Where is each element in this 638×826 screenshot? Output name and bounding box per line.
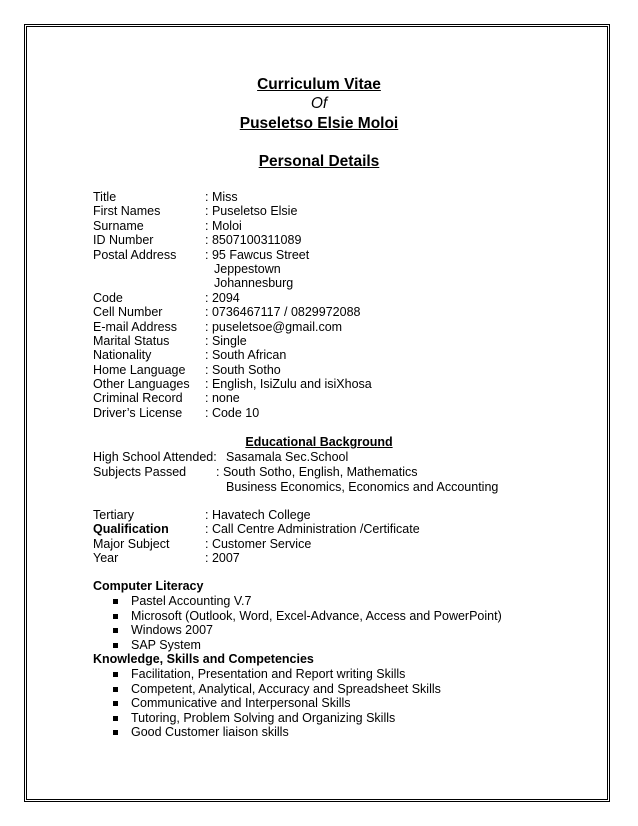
cv-name: Puseletso Elsie Moloi (239, 115, 399, 132)
detail-value: : 95 Fawcus Street (205, 247, 310, 262)
year-value: : 2007 (205, 551, 240, 565)
detail-label: Cell Number (93, 305, 163, 320)
detail-value: Jeppestown (214, 261, 281, 276)
detail-label: First Names (93, 204, 161, 219)
cv-title: Curriculum Vitae (257, 76, 381, 93)
subjects-line-1: : South Sotho, English, Mathematics (216, 465, 418, 479)
high-school-label: High School Attended: (93, 450, 217, 464)
list-item-text: SAP System (131, 637, 201, 652)
detail-value: : 8507100311089 (205, 233, 302, 248)
cv-of: Of (310, 95, 328, 112)
detail-label: E-mail Address (93, 319, 178, 334)
detail-label: Postal Address (93, 247, 177, 262)
square-bullet-icon (113, 628, 118, 633)
square-bullet-icon (113, 672, 118, 677)
detail-label: Driver’s License (93, 405, 183, 420)
subjects-line-2: Business Economics, Economics and Accounting (226, 480, 499, 494)
detail-value: : 0736467117 / 0829972088 (205, 305, 361, 320)
major-subject-value: : Customer Service (205, 537, 312, 551)
detail-label: Code (93, 290, 123, 305)
list-item-text: Communicative and Interpersonal Skills (131, 696, 351, 711)
square-bullet-icon (113, 599, 118, 604)
detail-label: Other Languages (93, 377, 190, 392)
detail-label: ID Number (93, 233, 154, 248)
detail-value: : Puseletso Elsie (205, 204, 298, 219)
detail-value: : 2094 (205, 290, 240, 305)
detail-label: Nationality (93, 348, 152, 363)
detail-label: Home Language (93, 362, 186, 377)
qualification-label: Qualification (93, 522, 169, 536)
detail-value: : South African (205, 348, 287, 363)
square-bullet-icon (113, 614, 118, 619)
year-label: Year (93, 551, 119, 565)
square-bullet-icon (113, 643, 118, 648)
detail-value: Johannesburg (214, 276, 294, 291)
detail-value: : Code 10 (205, 405, 260, 420)
detail-value: : Single (205, 333, 247, 348)
list-item-text: Microsoft (Outlook, Word, Excel-Advance, Access and PowerPoint) (131, 608, 502, 623)
detail-label: Criminal Record (93, 391, 183, 406)
tertiary-value: : Havatech College (205, 508, 311, 522)
square-bullet-icon (113, 687, 118, 692)
detail-value: : Moloi (205, 218, 242, 233)
detail-label: Marital Status (93, 333, 170, 348)
list-item-text: Pastel Accounting V.7 (131, 594, 252, 608)
detail-label: Title (93, 190, 117, 204)
list-item-text: Windows 2007 (131, 623, 213, 638)
list-item-text: Competent, Analytical, Accuracy and Spreadsheet Skills (131, 681, 441, 696)
detail-value: : English, IsiZulu and isiXhosa (205, 377, 372, 392)
subjects-label: Subjects Passed (93, 465, 187, 479)
detail-value: : South Sotho (205, 362, 281, 377)
square-bullet-icon (113, 730, 118, 735)
tertiary-label: Tertiary (93, 508, 134, 522)
skills-heading: Knowledge, Skills and Competencies (93, 652, 314, 666)
high-school-value: Sasamala Sec.School (226, 450, 349, 464)
detail-label: Surname (93, 218, 144, 233)
detail-value: : puseletsoe@gmail.com (205, 319, 343, 334)
computer-literacy-heading: Computer Literacy (93, 579, 204, 593)
major-subject-label: Major Subject (93, 537, 170, 551)
list-item-text: Tutoring, Problem Solving and Organizing Skills (131, 710, 396, 725)
square-bullet-icon (113, 716, 118, 721)
qualification-value: : Call Centre Administration /Certificate (205, 522, 420, 536)
education-heading: Educational Background (245, 435, 393, 449)
list-item-text: Good Customer liaison skills (131, 725, 289, 740)
detail-value: : none (205, 391, 240, 406)
detail-value: : Miss (205, 190, 238, 204)
square-bullet-icon (113, 701, 118, 706)
list-item-text: Facilitation, Presentation and Report writing Skills (131, 667, 406, 681)
personal-details-heading: Personal Details (258, 153, 380, 170)
